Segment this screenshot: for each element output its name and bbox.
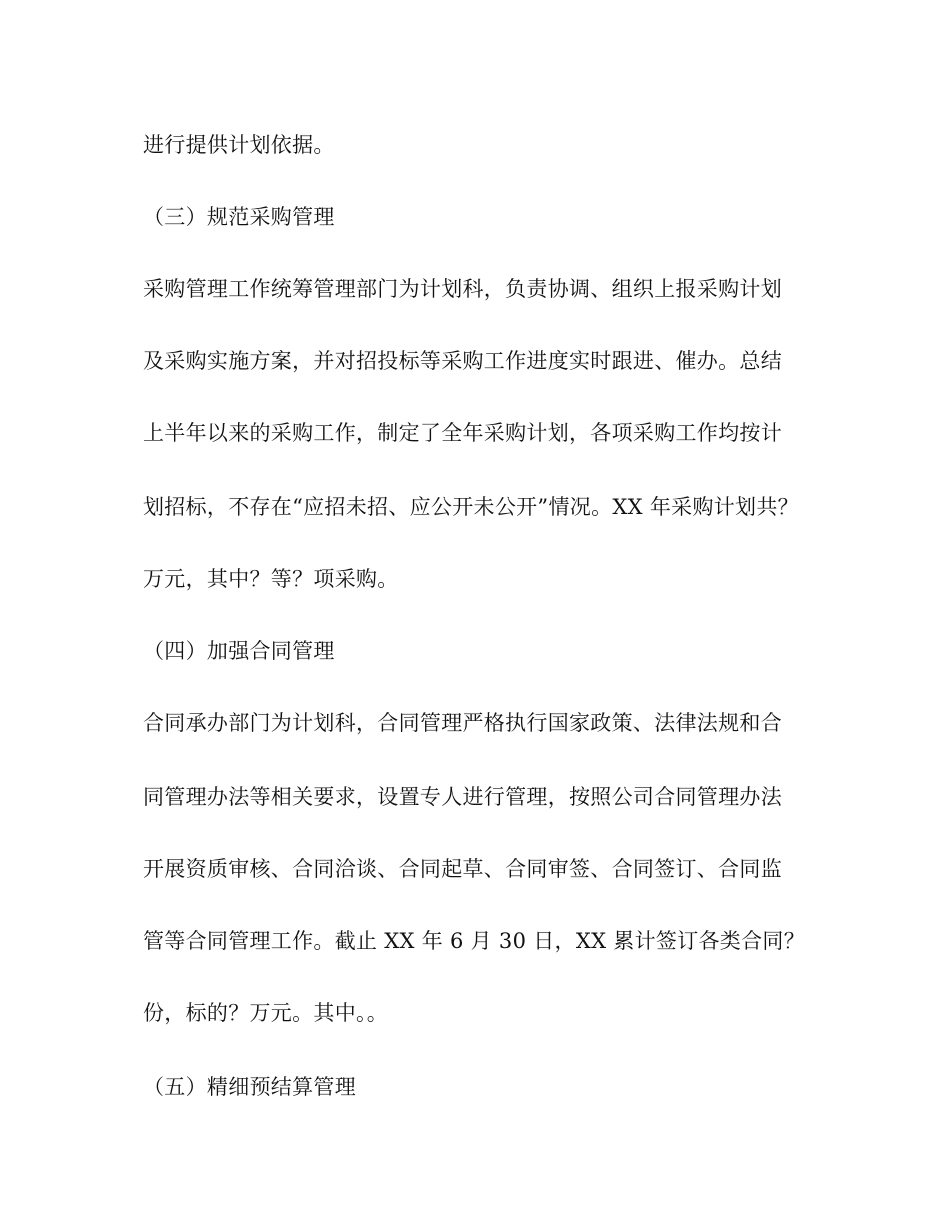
paragraph-line: 管等合同管理工作。截止 XX 年 6 月 30 日，XX 累计签订各类合同？	[143, 929, 806, 953]
section-heading: （三）规范采购管理	[143, 205, 335, 229]
section-heading: （五）精细预结算管理	[143, 1075, 356, 1099]
paragraph-line: 采购管理工作统筹管理部门为计划科，负责协调、组织上报采购计划	[143, 277, 782, 301]
paragraph-line: 同管理办法等相关要求，设置专人进行管理，按照公司合同管理办法	[143, 785, 782, 809]
paragraph-line: 万元，其中？等？项采购。	[143, 567, 399, 591]
paragraph-line: 份，标的？万元。其中。。	[143, 1001, 389, 1025]
section-heading: （四）加强合同管理	[143, 639, 335, 663]
paragraph-line: 上半年以来的采购工作，制定了全年采购计划，各项采购工作均按计	[143, 421, 782, 445]
paragraph-line: 进行提供计划依据。	[143, 133, 335, 157]
paragraph-line: 划招标，不存在“应招未招、应公开未公开”情况。XX 年采购计划共？	[143, 495, 799, 519]
paragraph-line: 合同承办部门为计划科，合同管理严格执行国家政策、法律法规和合	[143, 711, 782, 735]
paragraph-line: 及采购实施方案，并对招投标等采购工作进度实时跟进、催办。总结	[143, 349, 782, 373]
paragraph-line: 开展资质审核、合同洽谈、合同起草、合同审签、合同签订、合同监	[143, 857, 782, 881]
